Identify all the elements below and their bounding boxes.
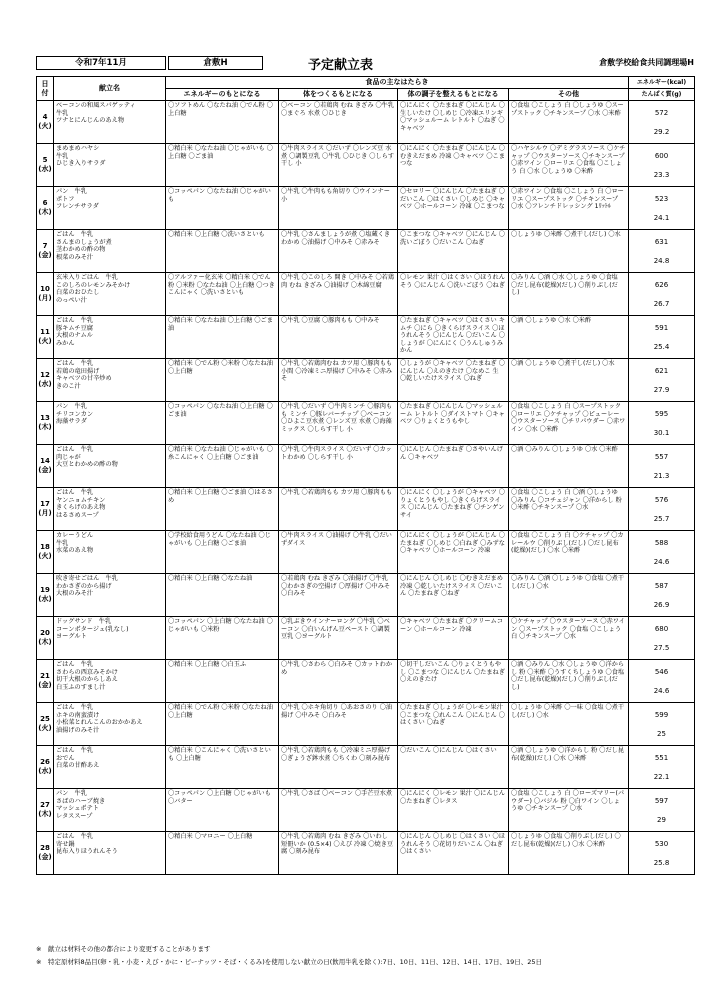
kcal-value: 588	[654, 539, 669, 547]
date-cell	[37, 101, 54, 144]
school-label: 倉敷H	[168, 56, 263, 70]
col-group: 食品の主なはたらき	[166, 77, 629, 89]
page-header	[36, 56, 694, 73]
menu-text: パン 牛乳 ポトフ フレンチサラダ	[56, 188, 99, 211]
regulate-food-cell: 〇切干しだいこん 〇りょくとうもやし 〇こまつな 〇にんじん 〇たまねぎ 〇えのきたけ	[398, 660, 509, 703]
col-energy-food: エネルギーのもとになる	[166, 89, 279, 101]
nutrition-cell	[629, 703, 695, 746]
day: 17	[40, 500, 50, 508]
menu-cell	[54, 703, 166, 746]
body-food-cell: 〇牛乳 〇だいず 〇牛肉ミンチ 〇豚肉もも ミンチ 〇豚レバーチップ 〇ベーコン 〇ひよこ豆水煮 〇レンズ豆 水煮 〇海藻ミックス 〇しらす干し 小	[279, 402, 398, 445]
nutrition-cell	[629, 574, 695, 617]
body-food-cell: 〇乳ぶきウインナーロング 〇牛乳 〇ベーコン 〇白いんげん豆ペースト 〇調製豆乳 〇ヨーグルト	[279, 617, 398, 660]
energy-food-cell: 〇ソフトめん 〇なたね油 〇でん粉 〇上白糖	[166, 101, 279, 144]
regulate-food-cell: 〇にんにく 〇しょうが 〇にんじん 〇たまねぎ 〇しめじ 〇白ねぎ 〇みずな 〇キャベツ 〇ホールコーン 冷凍	[398, 531, 509, 574]
date-cell	[37, 273, 54, 316]
menu-text: ごはん 牛乳 ホキの南蛮漬け 小松菜とれんこんのおかかあえ 油揚げのみそ汁	[56, 704, 143, 734]
nutrition-cell	[629, 488, 695, 531]
weekday: (金)	[38, 853, 52, 861]
table-row	[37, 273, 695, 316]
other-cell: 〇みりん 〇酒 〇しょうゆ 〇食塩 〇煮干し(だし) 〇水	[509, 574, 629, 617]
day: 18	[40, 543, 50, 551]
table-row	[37, 144, 695, 187]
protein-value: 25.8	[653, 859, 670, 867]
regulate-food-cell: 〇たまねぎ 〇キャベツ 〇はくさい キムチ 〇にら 〇きくらげスライス 〇ほうれんそう 〇にんじん 〇だいこん 〇しょうが 〇にんにく 〇うんしゅうみかん	[398, 316, 509, 359]
date-cell	[37, 789, 54, 832]
regulate-food-cell: 〇たまねぎ 〇にんじん 〇マッシュルーム レトルト 〇ダイストマト 〇キャベツ 〇りょくとうもやし	[398, 402, 509, 445]
day: 5	[42, 156, 48, 164]
menu-cell	[54, 101, 166, 144]
protein-value: 25	[657, 730, 666, 738]
regulate-food-cell: 〇たまねぎ 〇しょうが 〇レモン果汁 〇こまつな 〇れんこん 〇にんじん 〇はくさい 〇ねぎ	[398, 703, 509, 746]
nutrition-cell	[629, 187, 695, 230]
nutrition-cell	[629, 746, 695, 789]
footer-note-1: ※ 献立は材料その他の都合により変更することがあります	[36, 945, 211, 953]
menu-cell	[54, 316, 166, 359]
menu-cell	[54, 832, 166, 875]
weekday: (金)	[38, 466, 52, 474]
regulate-food-cell: 〇レモン 果汁 〇はくさい 〇ほうれんそう 〇にんじん 〇洗いごぼう 〇ねぎ	[398, 273, 509, 316]
kcal-value: 551	[654, 754, 669, 762]
day: 25	[40, 715, 50, 723]
kcal-value: 600	[654, 152, 669, 160]
col-other: その他	[509, 89, 629, 101]
menu-text: まめまめハヤシ 牛乳 ひじき入りサラダ	[56, 145, 106, 168]
weekday: (火)	[38, 337, 52, 345]
day: 20	[40, 629, 50, 637]
table-row	[37, 316, 695, 359]
other-cell: 〇食塩 〇こしょう 白 〇酒 〇しょうゆ 〇みりん 〇コチュジャン 〇洋からし 粉 〇米酢 〇チキンスープ 〇水	[509, 488, 629, 531]
menu-cell	[54, 144, 166, 187]
other-cell: 〇しょうゆ 〇米酢 〇煮干し(だし) 〇水	[509, 230, 629, 273]
protein-value: 24.8	[653, 257, 670, 265]
regulate-food-cell: 〇にんにく 〇レモン 果汁 〇にんじん 〇たまねぎ 〇レタス	[398, 789, 509, 832]
menu-cell	[54, 187, 166, 230]
day: 26	[40, 758, 50, 766]
menu-text: ごはん 牛乳 豚キムチ豆腐 大根のナムル みかん	[56, 317, 94, 347]
menu-cell	[54, 402, 166, 445]
energy-food-cell: 〇精白米 〇でん粉 〇米粉 〇なたね油 〇上白糖	[166, 703, 279, 746]
date-cell	[37, 832, 54, 875]
other-cell: 〇食塩 〇こしょう 白 〇ケチャップ 〇カレールウ 〇削りぶし(だし) 〇だし昆布(乾燥)(だし) 〇水 〇米酢	[509, 531, 629, 574]
date-cell	[37, 703, 54, 746]
menu-cell	[54, 660, 166, 703]
table-row	[37, 230, 695, 273]
kcal-value: 576	[654, 496, 669, 504]
protein-value: 29	[657, 816, 666, 824]
protein-value: 22.1	[653, 773, 670, 781]
nutrition-cell	[629, 101, 695, 144]
table-row	[37, 488, 695, 531]
protein-value: 26.9	[653, 601, 670, 609]
date-cell	[37, 144, 54, 187]
kcal-value: 523	[654, 195, 669, 203]
col-body-food: 体をつくるもとになる	[279, 89, 398, 101]
menu-text: カレーうどん 牛乳 水菜のあえ物	[56, 532, 94, 555]
other-cell: 〇しょうゆ 〇食塩 〇削りぶし(だし) 〇だし昆布(乾燥)(だし) 〇水 〇米酢	[509, 832, 629, 875]
day: 21	[40, 672, 50, 680]
body-food-cell: 〇牛乳 〇豆腐 〇豚肉もも 〇中みそ	[279, 316, 398, 359]
other-cell: 〇ハヤシルウ 〇デミグラスソース 〇ケチャップ 〇ウスターソース 〇チキンスープ 〇赤ワイン 〇ローリエ 〇食塩 〇こしょう 白 〇水 〇しょうゆ 〇米酢	[509, 144, 629, 187]
protein-value: 30.1	[653, 429, 670, 437]
menu-cell	[54, 230, 166, 273]
day: 14	[40, 457, 50, 465]
protein-value: 29.2	[653, 128, 670, 136]
menu-text: ごはん 牛乳 おでん 白菜の甘酢あえ	[56, 747, 100, 770]
date-cell	[37, 359, 54, 402]
day: 28	[40, 844, 50, 852]
day: 10	[40, 285, 50, 293]
weekday: (火)	[38, 724, 52, 732]
col-protein: たんぱく質(g)	[629, 89, 695, 101]
weekday: (月)	[38, 509, 52, 517]
kcal-value: 546	[654, 668, 669, 676]
menu-text: 吹き寄せごはん 牛乳 わかさぎのから揚げ 大根のみそ汁	[56, 575, 118, 598]
nutrition-cell	[629, 273, 695, 316]
weekday: (木)	[38, 208, 52, 216]
weekday: (水)	[38, 767, 52, 775]
month-label: 令和7年11月	[36, 56, 166, 70]
body-food-cell: 〇牛乳 〇さわら 〇白みそ 〇カットわかめ	[279, 660, 398, 703]
protein-value: 26.7	[653, 300, 670, 308]
day: 6	[42, 199, 48, 207]
table-row	[37, 359, 695, 402]
menu-text: パン 牛乳 さばのハーブ焼き マッシュポテト レタススープ	[56, 790, 106, 820]
weekday: (水)	[38, 595, 52, 603]
menu-cell	[54, 617, 166, 660]
date-cell	[37, 316, 54, 359]
table-row	[37, 789, 695, 832]
date-cell	[37, 574, 54, 617]
nutrition-cell	[629, 230, 695, 273]
kcal-value: 597	[654, 797, 669, 805]
table-row	[37, 402, 695, 445]
regulate-food-cell: 〇にんにく 〇たまねぎ 〇にんじん 〇むきえだまめ 冷凍 〇キャベツ 〇こまつな	[398, 144, 509, 187]
other-cell: 〇酒 〇みりん 〇しょうゆ 〇水 〇米酢	[509, 445, 629, 488]
kcal-value: 557	[654, 453, 669, 461]
weekday: (木)	[38, 638, 52, 646]
weekday: (金)	[38, 681, 52, 689]
menu-cell	[54, 574, 166, 617]
menu-text: ごはん 牛乳 肉じゃが 大豆とわかめの酢の物	[56, 446, 118, 469]
energy-food-cell: 〇アルファー化玄米 〇精白米 〇でん粉 〇米粉 〇なたね油 〇上白糖 〇つきこんにゃく 〇洗いさといも	[166, 273, 279, 316]
table-row	[37, 660, 695, 703]
protein-value: 25.4	[653, 343, 670, 351]
body-food-cell: 〇牛肉スライス 〇だいず 〇レンズ豆 水煮 〇調製豆乳 〇牛乳 〇ひじき 〇しらす干し 小	[279, 144, 398, 187]
weekday: (火)	[38, 122, 52, 130]
kcal-value: 572	[654, 109, 669, 117]
col-regulate-food: 体の調子を整えるもとになる	[398, 89, 509, 101]
nutrition-cell	[629, 144, 695, 187]
day: 4	[42, 113, 48, 121]
regulate-food-cell: 〇にんじん 〇たまねぎ 〇さやいんげん 〇キャベツ	[398, 445, 509, 488]
menu-text: ごはん 牛乳 さわらの西京みそかけ 切干大根のからしあえ 白玉ふのすまし汁	[56, 661, 118, 691]
kcal-value: 595	[654, 410, 669, 418]
table-row	[37, 101, 695, 144]
other-cell: 〇食塩 〇こしょう 白 〇しょうゆ 〇スープストック 〇チキンスープ 〇水 〇米酢	[509, 101, 629, 144]
regulate-food-cell: 〇セロリー 〇にんじん 〇たまねぎ 〇だいこん 〇はくさい 〇しめじ 〇キャベツ 〇ホールコーン 冷凍 〇こまつな	[398, 187, 509, 230]
menu-text: ごはん 牛乳 寄せ鍋 昆布入りほうれんそう	[56, 833, 118, 856]
weekday: (木)	[38, 423, 52, 431]
energy-food-cell: 〇精白米 〇なたね油 〇上白糖 〇ごま油	[166, 316, 279, 359]
other-cell: 〇しょうゆ 〇米酢 〇一味 〇食塩 〇煮干し(だし) 〇水	[509, 703, 629, 746]
protein-value: 24.6	[653, 558, 670, 566]
kcal-value: 530	[654, 840, 669, 848]
weekday: (月)	[38, 294, 52, 302]
date-cell	[37, 488, 54, 531]
body-food-cell: 〇牛乳 〇さば 〇ベーコン 〇手芒豆水煮	[279, 789, 398, 832]
other-cell: 〇酒 〇しょうゆ 〇煮干し(だし) 〇水	[509, 359, 629, 402]
body-food-cell: 〇牛乳 〇牛肉スライス 〇だいず 〇カットわかめ 〇しらす干し 小	[279, 445, 398, 488]
other-cell: 〇酒 〇しょうゆ 〇水 〇米酢	[509, 316, 629, 359]
body-food-cell: 〇ベーコン 〇若鶏肉 むね きざみ 〇牛乳 〇まぐろ 水煮 〇ひじき	[279, 101, 398, 144]
energy-food-cell: 〇精白米 〇マロニー 〇上白糖	[166, 832, 279, 875]
energy-food-cell: 〇コッペパン 〇上白糖 〇じゃがいも 〇バター	[166, 789, 279, 832]
energy-food-cell: 〇コッペパン 〇なたね油 〇上白糖 〇ごま油	[166, 402, 279, 445]
day: 12	[40, 371, 50, 379]
nutrition-cell	[629, 832, 695, 875]
date-cell	[37, 531, 54, 574]
table-row	[37, 187, 695, 230]
energy-food-cell: 〇精白米 〇こんにゃく 〇洗いさといも 〇上白糖	[166, 746, 279, 789]
energy-food-cell: 〇精白米 〇上白糖 〇ごま油 〇はるさめ	[166, 488, 279, 531]
date-cell	[37, 617, 54, 660]
table-row	[37, 531, 695, 574]
kcal-value: 680	[654, 625, 669, 633]
other-cell: 〇食塩 〇こしょう 白 〇スープストック 〇ローリエ 〇ケチャップ 〇ピューレー 〇ウスターソース 〇チリパウダー 〇赤ワイン 〇水 〇米酢	[509, 402, 629, 445]
energy-food-cell: 〇精白米 〇なたね油 〇じゃがいも 〇糸こんにゃく 〇上白糖 〇ごま油	[166, 445, 279, 488]
menu-cell	[54, 531, 166, 574]
date-cell	[37, 445, 54, 488]
nutrition-cell	[629, 617, 695, 660]
menu-cell	[54, 746, 166, 789]
menu-text: パン 牛乳 チリコンカン 海藻サラダ	[56, 403, 94, 426]
day: 19	[40, 586, 50, 594]
weekday: (火)	[38, 552, 52, 560]
weekday: (木)	[38, 810, 52, 818]
kcal-value: 587	[654, 582, 669, 590]
nutrition-cell	[629, 316, 695, 359]
body-food-cell: 〇牛乳 〇若鶏肉もも カツ用 〇豚肉もも	[279, 488, 398, 531]
menu-text: 玄米入りごはん 牛乳 このしろのレモンみそかけ 白菜のおひたし のっぺい汁	[56, 274, 131, 304]
date-cell	[37, 230, 54, 273]
date-cell	[37, 402, 54, 445]
date-cell	[37, 660, 54, 703]
menu-cell	[54, 273, 166, 316]
regulate-food-cell: 〇にんにく 〇たまねぎ 〇にんじん 〇生しいたけ 〇しめじ 〇冷凍エリンギ 〇マッシュルーム レトルト 〇ねぎ 〇キャベツ	[398, 101, 509, 144]
protein-value: 24.6	[653, 687, 670, 695]
body-food-cell: 〇若鶏肉 むね きざみ 〇油揚げ 〇牛乳 〇わかさぎの空揚げ 〇厚揚げ 〇中みそ 〇白みそ	[279, 574, 398, 617]
day: 11	[40, 328, 50, 336]
energy-food-cell: 〇コッペパン 〇上白糖 〇なたね油 〇じゃがいも 〇米粉	[166, 617, 279, 660]
kcal-value: 626	[654, 281, 669, 289]
energy-food-cell: 〇精白米 〇でん粉 〇米粉 〇なたね油 〇上白糖	[166, 359, 279, 402]
col-date: 日付	[37, 77, 54, 101]
energy-food-cell: 〇学校給食用うどん 〇なたね油 〇じゃがいも 〇上白糖 〇ごま油	[166, 531, 279, 574]
menu-cell	[54, 789, 166, 832]
menu-cell	[54, 359, 166, 402]
body-food-cell: 〇牛乳 〇さんましょうが煮 〇塩蔵くきわかめ 〇油揚げ 〇中みそ 〇赤みそ	[279, 230, 398, 273]
nutrition-cell	[629, 445, 695, 488]
table-row	[37, 617, 695, 660]
body-food-cell: 〇牛乳 〇若鶏肉むね カツ用 〇豚肉もも小間 〇冷凍ミニ厚揚げ 〇中みそ 〇赤みそ	[279, 359, 398, 402]
facility-label: 倉敷学校給食共同調理場H	[599, 58, 694, 67]
kcal-value: 599	[654, 711, 669, 719]
weekday: (金)	[38, 251, 52, 259]
body-food-cell: 〇牛乳 〇このしろ 開き 〇中みそ 〇若鶏肉 むね きざみ 〇油揚げ 〇木綿豆腐	[279, 273, 398, 316]
menu-text: ごはん 牛乳 若鶏の竜田揚げ キャベツの甘辛炒め きのこ汁	[56, 360, 112, 390]
protein-value: 24.1	[653, 214, 670, 222]
date-cell	[37, 187, 54, 230]
protein-value: 21.3	[653, 472, 670, 480]
day: 13	[40, 414, 50, 422]
energy-food-cell: 〇精白米 〇上白糖 〇白玉ふ	[166, 660, 279, 703]
menu-cell	[54, 445, 166, 488]
energy-food-cell: 〇精白米 〇上白糖 〇なたね油	[166, 574, 279, 617]
table-row	[37, 574, 695, 617]
other-cell: 〇みりん 〇酒 〇水 〇しょうゆ 〇食塩 〇だし昆布(乾燥)(だし) 〇削りぶし(だし)	[509, 273, 629, 316]
menu-text: ドッグサンド 牛乳 コーンポタージュ(乳なし) ヨーグルト	[56, 618, 129, 641]
regulate-food-cell: 〇にんじん 〇しめじ 〇はくさい 〇ほうれんそう 〇花切りだいこん 〇ねぎ 〇はくさい	[398, 832, 509, 875]
body-food-cell: 〇牛乳 〇若鶏肉 むね きざみ 〇いわし 短冊いか (0.5×4) 〇えび 冷凍 〇焼き豆腐 〇刻み昆布	[279, 832, 398, 875]
protein-value: 27.5	[653, 644, 670, 652]
kcal-value: 591	[654, 324, 669, 332]
weekday: (水)	[38, 165, 52, 173]
other-cell: 〇赤ワイン 〇食塩 〇こしょう 白 〇ローリエ 〇スープストック 〇チキンスープ 〇水 〇フレンチドレッシング 1ﾘｯﾄﾙ	[509, 187, 629, 230]
table-row	[37, 746, 695, 789]
table-row	[37, 703, 695, 746]
col-energy: エネルギー(kcal)	[629, 77, 695, 89]
menu-text: ベーコンの和風スパゲッティ 牛乳 ツナとにんじんのあえ物	[56, 102, 136, 125]
regulate-food-cell: 〇にんじん 〇しめじ 〇むきえだまめ 冷凍 〇乾しいたけスライス 〇だいこん 〇たまねぎ 〇ねぎ	[398, 574, 509, 617]
table-row	[37, 445, 695, 488]
nutrition-cell	[629, 660, 695, 703]
footer-note-2: ※ 特定原材料8品目(卵・乳・小麦・えび・かに・ピーナッツ・そば・くるみ)を使用しない献立の日(飲用牛乳を除く):7日、10日、11日、12日、14日、17日、19日、25日	[36, 958, 543, 966]
body-food-cell: 〇牛乳 〇若鶏肉もも 〇冷凍ミニ厚揚げ 〇ぎょうざ鉢水煮 〇ちくわ 〇刻み昆布	[279, 746, 398, 789]
other-cell: 〇酒 〇みりん 〇水 〇しょうゆ 〇洋からし 粉 〇米酢 〇うすくちしょうゆ 〇食塩 〇だし昆布(乾燥)(だし) 〇削りぶし(だし)	[509, 660, 629, 703]
regulate-food-cell: 〇にんにく 〇しょうが 〇キャベツ 〇りょくとうもやし 〇きくらげスライス 〇にんじん 〇たまねぎ 〇チンゲンサイ	[398, 488, 509, 531]
menu-text: ごはん 牛乳 ヤンニョムチキン きくらげのあえ物 はるさめスープ	[56, 489, 106, 519]
nutrition-cell	[629, 402, 695, 445]
regulate-food-cell: 〇だいこん 〇にんじん 〇はくさい	[398, 746, 509, 789]
body-food-cell: 〇牛肉スライス 〇油揚げ 〇牛乳 〇だいずダイス	[279, 531, 398, 574]
day: 27	[40, 801, 50, 809]
regulate-food-cell: 〇こまつな 〇キャベツ 〇にんじん 〇洗いごぼう 〇だいこん 〇ねぎ	[398, 230, 509, 273]
kcal-value: 621	[654, 367, 669, 375]
weekday: (水)	[38, 380, 52, 388]
energy-food-cell: 〇精白米 〇上白糖 〇洗いさといも	[166, 230, 279, 273]
other-cell: 〇酒 〇しょうゆ 〇洋からし 粉 〇だし昆布(乾燥)(だし) 〇水 〇米酢	[509, 746, 629, 789]
other-cell: 〇食塩 〇こしょう 白 〇ローズマリー(パウダー) 〇バジル 粉 〇白ワイン 〇しょうゆ 〇チキンスープ 〇水	[509, 789, 629, 832]
other-cell: 〇ケチャップ 〇ウスターソース 〇赤ワイン 〇スープストック 〇食塩 〇こしょう 白 〇チキンスープ 〇水	[509, 617, 629, 660]
regulate-food-cell: 〇キャベツ 〇たまねぎ 〇クリームコーン 〇ホールコーン 冷凍	[398, 617, 509, 660]
table-row	[37, 832, 695, 875]
menu-text: ごはん 牛乳 さんまのしょうが煮 茎わかめの酢の物 根菜のみそ汁	[56, 231, 112, 261]
body-food-cell: 〇牛乳 〇牛肉もも角切り 〇ウインナー 小	[279, 187, 398, 230]
energy-food-cell: 〇コッペパン 〇なたね油 〇じゃがいも	[166, 187, 279, 230]
menu-table	[36, 76, 695, 875]
nutrition-cell	[629, 531, 695, 574]
nutrition-cell	[629, 789, 695, 832]
col-menu: 献立名	[54, 77, 166, 101]
date-cell	[37, 746, 54, 789]
nutrition-cell	[629, 359, 695, 402]
menu-cell	[54, 488, 166, 531]
body-food-cell: 〇牛乳 〇ホキ角切り 〇あおさのり 〇油揚げ 〇中みそ 〇白みそ	[279, 703, 398, 746]
protein-value: 27.9	[653, 386, 670, 394]
page-title: 予定献立表	[308, 58, 374, 73]
energy-food-cell: 〇精白米 〇なたね油 〇じゃがいも 〇上白糖 〇ごま油	[166, 144, 279, 187]
day: 7	[42, 242, 48, 250]
protein-value: 25.7	[653, 515, 670, 523]
protein-value: 23.3	[653, 171, 670, 179]
regulate-food-cell: 〇しょうが 〇キャベツ 〇たまねぎ 〇にんじん 〇えのきたけ 〇なめこ 生 〇乾しいたけスライス 〇ねぎ	[398, 359, 509, 402]
kcal-value: 631	[654, 238, 669, 246]
